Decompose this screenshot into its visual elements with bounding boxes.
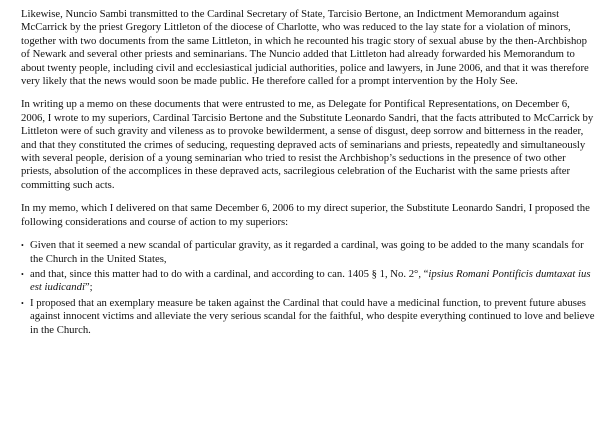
list-item bbox=[21, 268, 596, 295]
list-item bbox=[21, 297, 596, 337]
latin-canon-quote: ipsius Romani Pontificis dumtaxat ius est iudicandi bbox=[30, 267, 591, 294]
list-item bbox=[21, 239, 596, 266]
list-item-text: and that, since this matter had to do with a cardinal, and according to can. 1405 § 1, No. 2°, “ bbox=[30, 267, 429, 280]
paragraph-sambi-memorandum: Likewise, Nuncio Sambi transmitted to the Cardinal Secretary of State, Tarcisio Bertone, an Indictment Memorandum against McCarrick by the priest Gregory Littleton of the diocese of Charlotte, who was reduced to the lay state for a violation of minors, together with two documents from the same Littleton, in which he recounted his tragic story of sexual abuse by the then-Archbishop of Newark and several other priests and seminarians. The Nuncio added that Littleton had already forwarded his Memorandum to about twenty people, including civil and ecclesiastical judicial authorities, police and lawyers, in June 2006, and that it was therefore very likely that the news would soon be made public. He therefore called for a prompt intervention by the Holy See. bbox=[21, 8, 589, 88]
list-item-text: I proposed that an exemplary measure be taken against the Cardinal that could have a medicinal function, to prevent future abuses against innocent victims and alleviate the very serious scandal for the faithful, who despite everything continued to love and believe in the Church. bbox=[30, 296, 595, 336]
proposal-list bbox=[21, 239, 596, 337]
bullet-marker: • bbox=[21, 241, 24, 251]
paragraph-delegate-memo: In writing up a memo on these documents that were entrusted to me, as Delegate for Pontifical Representations, on December 6, 2006, I wrote to my superiors, Cardinal Tarcisio Bertone and the Substitute Leonardo Sandri, that the facts attributed to McCarrick by Littleton were of such gravity and vileness as to provoke bewilderment, a sense of disgust, deep sorrow and bitterness in the reader, and that they constituted the crimes of seducing, requesting depraved acts of seminarians and priests, repeatedly and simultaneously with several people, derision of a young seminarian who tried to resist the Archbishop’s seductions in the presence of two other priests, absolution of the accomplices in these depraved acts, sacrilegious celebration of the Eucharist with the same priests after committing such acts. bbox=[21, 98, 594, 191]
paragraph-proposals-intro: In my memo, which I delivered on that same December 6, 2006 to my direct superior, the Substitute Leonardo Sandri, I proposed the following considerations and course of action to my superiors: bbox=[21, 202, 590, 228]
bullet-marker: • bbox=[21, 269, 24, 279]
bullet-marker: • bbox=[21, 298, 24, 308]
list-item-tail: ”; bbox=[84, 281, 93, 294]
list-item-text: Given that it seemed a new scandal of particular gravity, as it regarded a cardinal, was going to be added to the many scandals for the Church in the United States, bbox=[30, 239, 584, 265]
